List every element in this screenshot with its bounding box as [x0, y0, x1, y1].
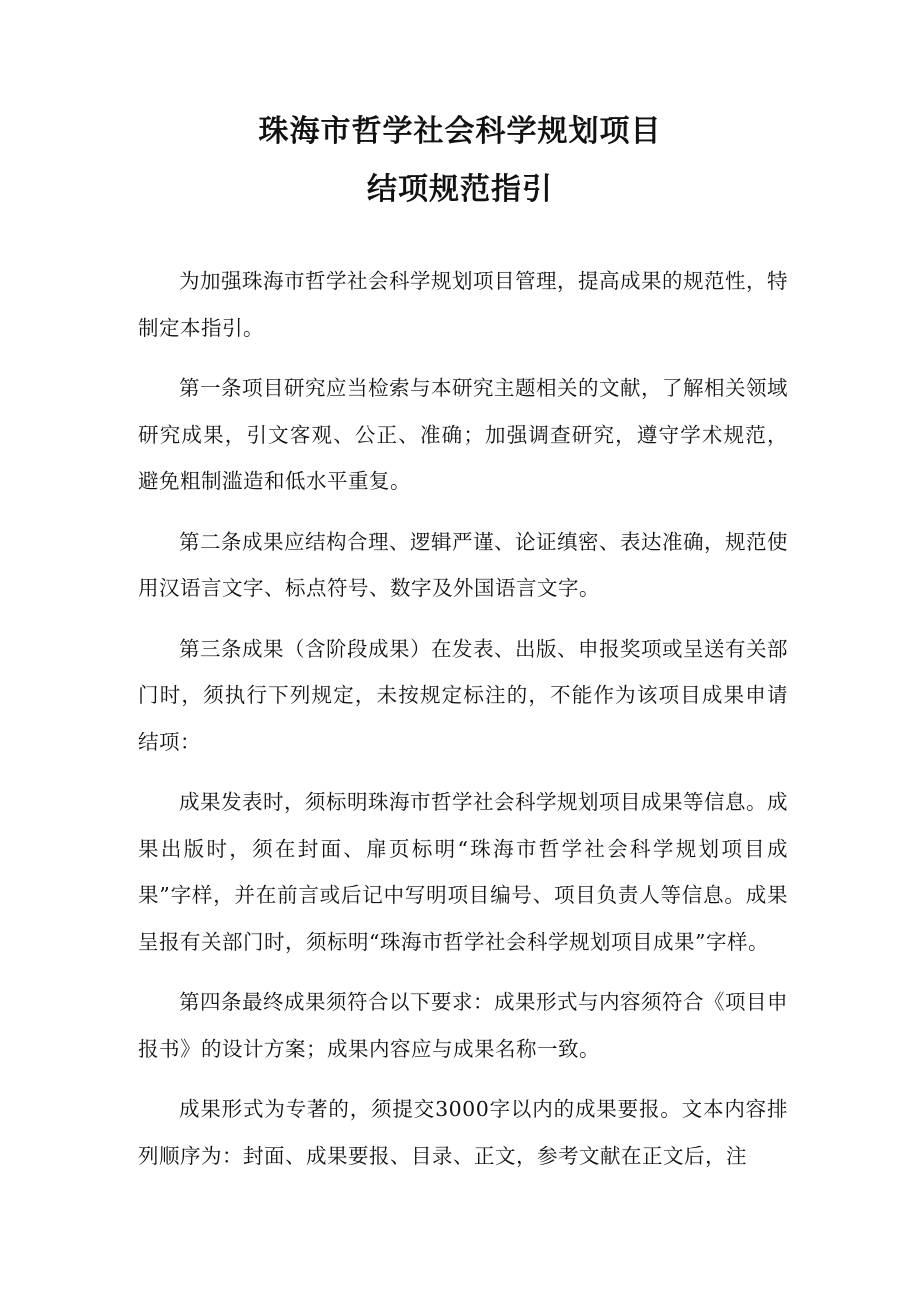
- paragraph-monograph: 成果形式为专著的，须提交3000字以内的成果要报。文本内容排列顺序为：封面、成果要报、目录、正文，参考文献在正文后，注: [138, 1097, 788, 1168]
- paragraph-article-1: 第一条项目研究应当检索与本研究主题相关的文献，了解相关领域研究成果，引文客观、公正、准确；加强调查研究，遵守学术规范，避免粗制滥造和低水平重复。: [138, 376, 788, 493]
- title-line-2: 结项规范指引: [367, 172, 553, 207]
- paragraph-article-3: 第三条成果（含阶段成果）在发表、出版、申报奖项或呈送有关部门时，须执行下列规定，未按规定标注的，不能作为该项目成果申请结项：: [138, 636, 788, 754]
- document-title: [0, 103, 920, 219]
- document-body: [138, 258, 788, 1193]
- paragraph-article-2: 第二条成果应结构合理、逻辑严谨、论证缜密、表达准确，规范使用汉语言文字、标点符号、数字及外国语言文字。: [138, 529, 788, 600]
- title-line-1: 珠海市哲学社会科学规划项目: [258, 114, 662, 149]
- paragraph-article-4: 第四条最终成果须符合以下要求：成果形式与内容须符合《项目申报书》的设计方案；成果内容应与成果名称一致。: [138, 990, 788, 1061]
- paragraph-article-3-detail: 成果发表时，须标明珠海市哲学社会科学规划项目成果等信息。成果出版时，须在封面、扉页标明“珠海市哲学社会科学规划项目成果”字样，并在前言或后记中写明项目编号、项目负责人等信息。成果呈报有关部门时，须标明“珠海市哲学社会科学规划项目成果”字样。: [138, 790, 788, 954]
- paragraph-intro: 为加强珠海市哲学社会科学规划项目管理，提高成果的规范性，特制定本指引。: [138, 269, 788, 340]
